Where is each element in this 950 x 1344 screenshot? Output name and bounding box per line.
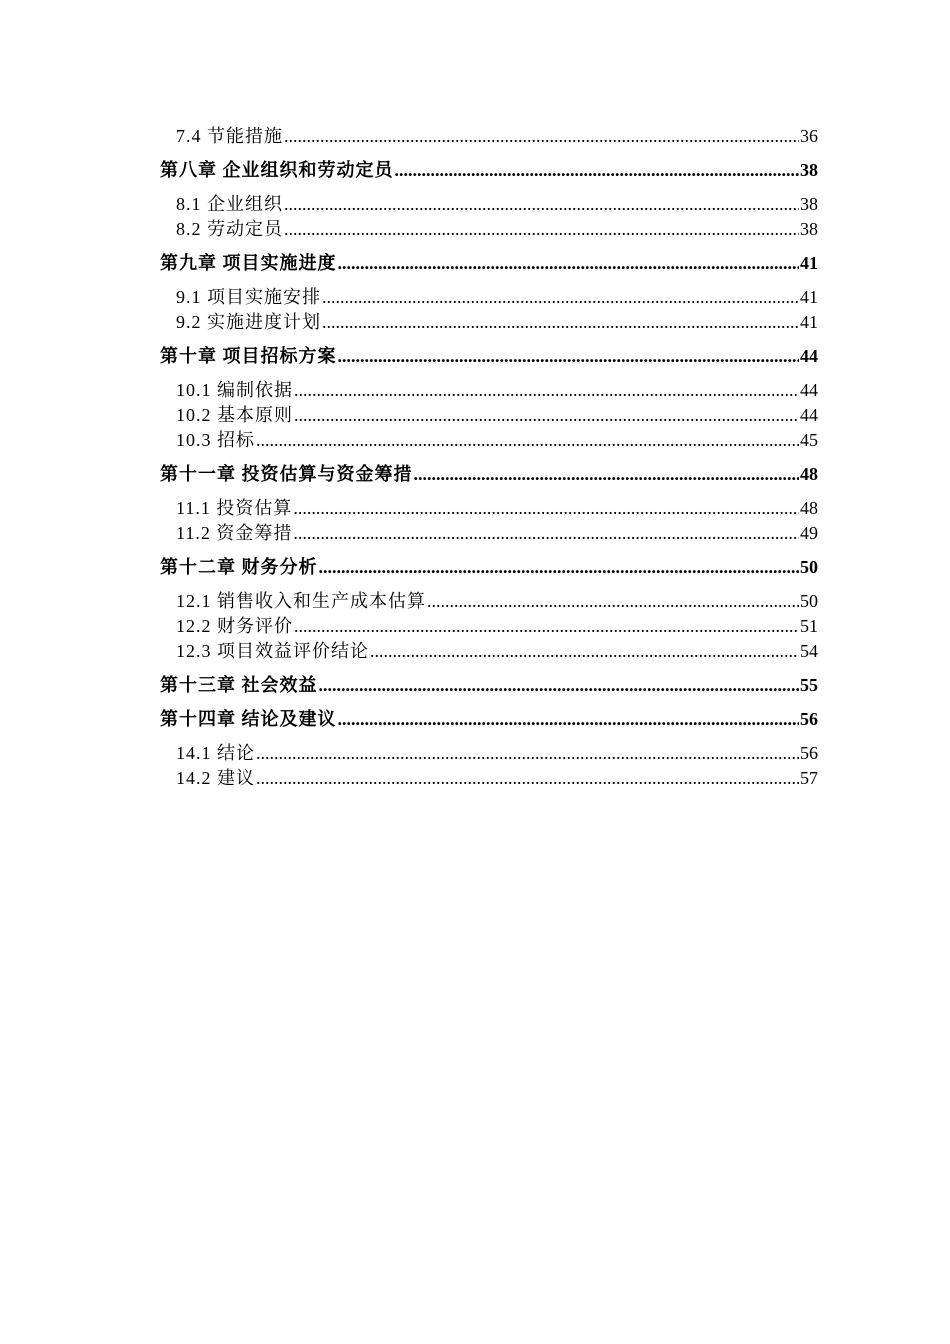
dot-leader bbox=[284, 192, 799, 217]
dot-leader bbox=[370, 639, 799, 664]
toc-entry-page: 41 bbox=[800, 312, 818, 332]
toc-entry-page: 45 bbox=[800, 430, 818, 450]
toc-entry-label: 9.2 实施进度计划 bbox=[176, 312, 321, 332]
toc-entry-label: 9.1 项目实施安排 bbox=[176, 287, 321, 307]
toc-entry-label: 10.2 基本原则 bbox=[176, 405, 293, 425]
toc-chapter-8[interactable] bbox=[160, 158, 818, 183]
toc-entry-12-1[interactable] bbox=[160, 589, 818, 614]
dot-leader bbox=[256, 766, 799, 791]
toc-chapter-9[interactable] bbox=[160, 251, 818, 276]
dot-leader bbox=[294, 614, 799, 639]
dot-leader bbox=[395, 158, 800, 183]
toc-chapter-page: 44 bbox=[800, 346, 818, 366]
toc-entry-label: 10.1 编制依据 bbox=[176, 380, 293, 400]
toc-entry-page: 48 bbox=[800, 498, 818, 518]
toc-chapter-10[interactable] bbox=[160, 344, 818, 369]
toc-entry-page: 49 bbox=[800, 523, 818, 543]
toc-chapter-11[interactable] bbox=[160, 462, 818, 487]
toc-entry-page: 56 bbox=[800, 743, 818, 763]
toc-entry-label: 8.2 劳动定员 bbox=[176, 219, 283, 239]
toc-entry-10-2[interactable] bbox=[160, 403, 818, 428]
toc-entry-9-1[interactable] bbox=[160, 285, 818, 310]
dot-leader bbox=[284, 217, 799, 242]
toc-entry-page: 44 bbox=[800, 380, 818, 400]
toc-entry-label: 11.2 资金筹措 bbox=[176, 523, 293, 543]
dot-leader bbox=[427, 589, 799, 614]
toc-entry-page: 54 bbox=[800, 641, 818, 661]
dot-leader bbox=[293, 521, 799, 546]
toc-entry-label: 7.4 节能措施 bbox=[176, 126, 283, 146]
dot-leader bbox=[338, 707, 800, 732]
toc-chapter-14[interactable] bbox=[160, 707, 818, 732]
dot-leader bbox=[338, 251, 800, 276]
toc-entry-label: 14.2 建议 bbox=[176, 768, 255, 788]
toc-chapter-page: 38 bbox=[800, 160, 818, 180]
toc-entry-label: 12.3 项目效益评价结论 bbox=[176, 641, 369, 661]
toc-chapter-page: 48 bbox=[800, 464, 818, 484]
toc-entry-11-1[interactable] bbox=[160, 496, 818, 521]
toc-chapter-page: 41 bbox=[800, 253, 818, 273]
toc-entry-page: 50 bbox=[800, 591, 818, 611]
toc-entry-label: 12.2 财务评价 bbox=[176, 616, 293, 636]
toc-entry-8-2[interactable] bbox=[160, 217, 818, 242]
toc-chapter-13[interactable] bbox=[160, 673, 818, 698]
toc-entry-label: 10.3 招标 bbox=[176, 430, 255, 450]
toc-entry-page: 44 bbox=[800, 405, 818, 425]
toc-chapter-label: 第十章 项目招标方案 bbox=[160, 346, 337, 366]
dot-leader bbox=[319, 673, 800, 698]
dot-leader bbox=[256, 428, 799, 453]
dot-leader bbox=[294, 378, 799, 403]
dot-leader bbox=[338, 344, 800, 369]
table-of-contents bbox=[160, 124, 818, 791]
toc-chapter-12[interactable] bbox=[160, 555, 818, 580]
toc-entry-11-2[interactable] bbox=[160, 521, 818, 546]
dot-leader bbox=[284, 124, 799, 149]
toc-entry-14-2[interactable] bbox=[160, 766, 818, 791]
toc-entry-page: 57 bbox=[800, 768, 818, 788]
toc-chapter-label: 第九章 项目实施进度 bbox=[160, 253, 337, 273]
toc-entry-label: 12.1 销售收入和生产成本估算 bbox=[176, 591, 426, 611]
toc-entry-page: 51 bbox=[800, 616, 818, 636]
toc-entry-label: 14.1 结论 bbox=[176, 743, 255, 763]
toc-entry-9-2[interactable] bbox=[160, 310, 818, 335]
dot-leader bbox=[322, 310, 799, 335]
toc-entry-8-1[interactable] bbox=[160, 192, 818, 217]
dot-leader bbox=[319, 555, 800, 580]
toc-entry-10-1[interactable] bbox=[160, 378, 818, 403]
toc-chapter-label: 第十四章 结论及建议 bbox=[160, 709, 337, 729]
dot-leader bbox=[294, 403, 799, 428]
toc-chapter-label: 第八章 企业组织和劳动定员 bbox=[160, 160, 394, 180]
toc-entry-7-4[interactable] bbox=[160, 124, 818, 149]
toc-chapter-page: 50 bbox=[800, 557, 818, 577]
toc-entry-12-3[interactable] bbox=[160, 639, 818, 664]
toc-chapter-label: 第十三章 社会效益 bbox=[160, 675, 318, 695]
toc-entry-page: 41 bbox=[800, 287, 818, 307]
toc-entry-12-2[interactable] bbox=[160, 614, 818, 639]
dot-leader bbox=[293, 496, 799, 521]
toc-entry-page: 38 bbox=[800, 194, 818, 214]
toc-entry-10-3[interactable] bbox=[160, 428, 818, 453]
toc-entry-page: 38 bbox=[800, 219, 818, 239]
toc-entry-page: 36 bbox=[800, 126, 818, 146]
toc-entry-14-1[interactable] bbox=[160, 741, 818, 766]
dot-leader bbox=[256, 741, 799, 766]
dot-leader bbox=[322, 285, 799, 310]
toc-entry-label: 11.1 投资估算 bbox=[176, 498, 293, 518]
dot-leader bbox=[414, 462, 800, 487]
toc-chapter-page: 55 bbox=[800, 675, 818, 695]
toc-chapter-label: 第十二章 财务分析 bbox=[160, 557, 318, 577]
toc-chapter-label: 第十一章 投资估算与资金筹措 bbox=[160, 464, 413, 484]
toc-entry-label: 8.1 企业组织 bbox=[176, 194, 283, 214]
toc-chapter-page: 56 bbox=[800, 709, 818, 729]
